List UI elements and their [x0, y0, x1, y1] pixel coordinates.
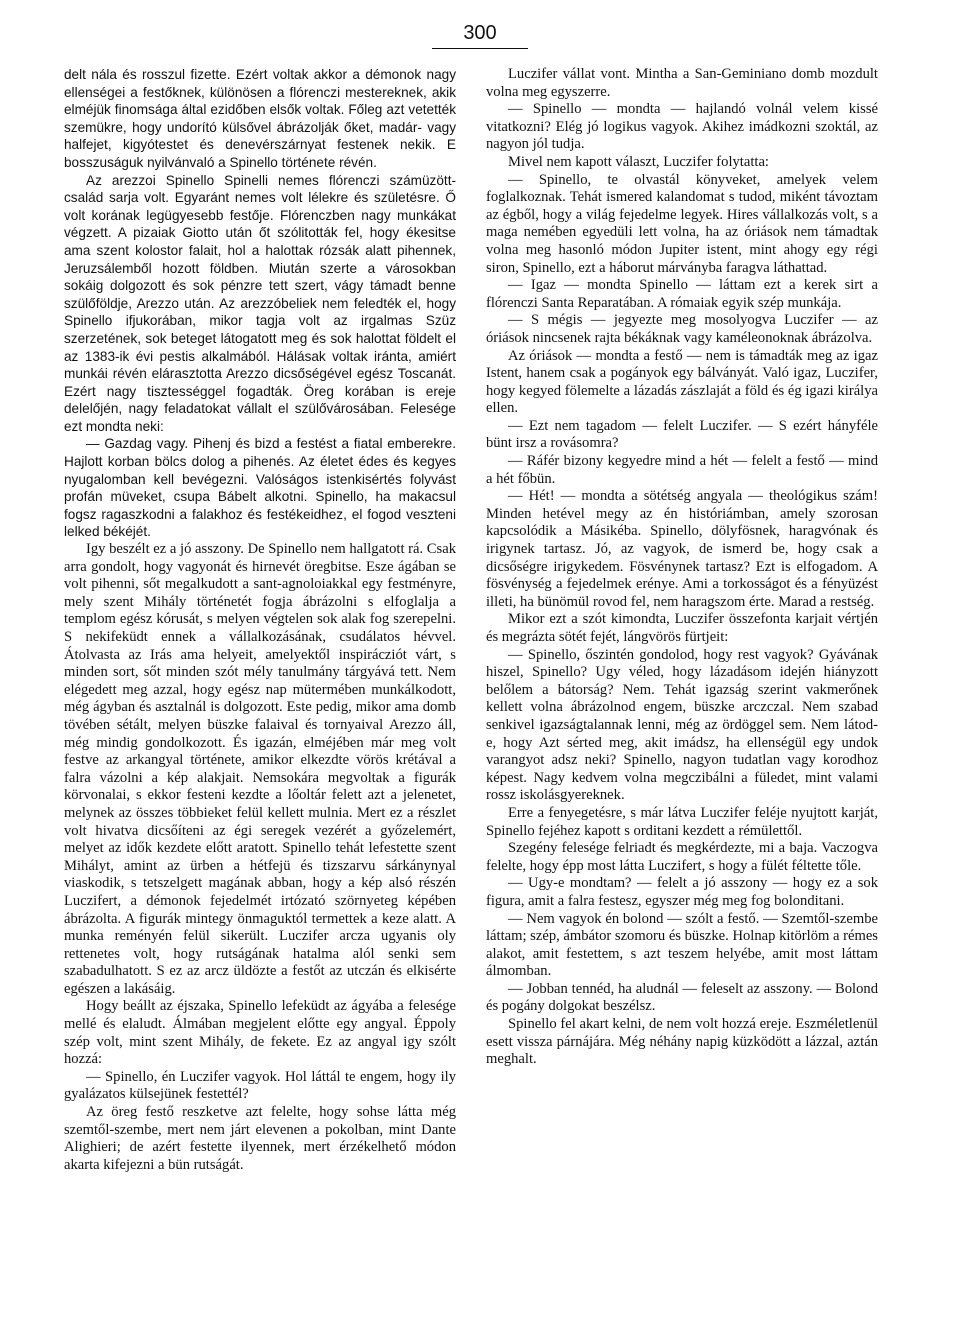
paragraph: Hogy beállt az éjszaka, Spinello lefeküdt az ágyába a felesége mellé és elaludt. Álmában megjelent előtte egy angyal. Éppoly szép volt, mint szent Mihály, de fekete. Ez az angyal igy szólt hozzá: [64, 998, 456, 1068]
paragraph: Luczifer vállat vont. Mintha a San-Geminiano domb mozdult volna meg egyszerre. [486, 66, 878, 100]
paragraph: Az óriások — mondta a festő — nem is támadták meg az igaz Istent, hanem csak a pogányok egy bálványát. Való igaz, Luczifer, hogy kegyed fölemelte a lázadás zászlaját a föld és ég igazi királya ellen. [486, 347, 878, 417]
paragraph: — Ugy-e mondtam? — felelt a jó asszony — hogy ez a sok figura, amit a falra festesz, egyszer még meg fog bolonditani. [486, 875, 878, 909]
paragraph: delt nála és rosszul fizette. Ezért voltak akkor a démonok nagy ellenségei a festőknek, különösen a flórenczi mestereknek, akik elméjük finomsága által ezidőben elsők voltak. Főleg azt vetették szemükre, hogy undorító külsővel ábrázolják őket, madár- vagy halfejet, kigyótestet és denevérszárnyat festenek nekik. E bosszuságuk nyilvánvaló a Spinello története révén. [64, 67, 456, 170]
paragraph: — Igaz — mondta Spinello — láttam ezt a kerek sirt a flórenczi Santa Reparatában. A rómaiak egyik szép munkája. [486, 277, 878, 311]
header-rule [432, 48, 528, 49]
paragraph: — Spinello — mondta — hajlandó volnál velem kissé vitatkozni? Elég jó logikus vagyok. Akihez imádkozni szoktál, az nagyon jól tudja. [486, 101, 878, 153]
paragraph: Erre a fenyegetésre, s már látva Luczifer feléje nyujtott karját, Spinello fejéhez kapott s orditani kezdett a rémülettől. [486, 804, 878, 839]
paragraph: — Ezt nem tagadom — felelt Luczifer. — S ezért hányféle bünt irsz a rovásomra? [486, 417, 878, 452]
paragraph: Az arezzoi Spinello Spinelli nemes flórenczi számüzött-család sarja volt. Egyaránt nemes volt lélekre és születésre. Ő volt korának legügyesebb festője. Flórenczben nagy munkákat végzett. A pizaiak Giotto után őt szólitották fel, hogy ékesitse ama szent kolostor falait, hol a halottak rózsák alatt pihennek, Jeruzsálemből hozott földben. Miután szerte a városokban sokáig dolgozott és sok pénzre tett szert, vágy támadt benne szülőföldje, Arezzo után. Az arezzóbeliek nem feledték el, hogy Spinello ifjukorában, mikor tagja volt az irgalmas Szüz szerzetének, sok beteget látogatott meg és sok halottat földelt el az 1383-ik évi pestis alkalmából. Hálásak voltak iránta, amiért munkái révén elárasztotta Arezzo dicsőségével egész Toscanát. Ezért nagy tisztességgel fogadták. Öreg korában is ereje delelőjén, nagy feladatokat vállalt el szülővárosában. Felesége ezt mondta neki: [64, 172, 456, 434]
paragraph: Mikor ezt a szót kimondta, Luczifer összefonta karjait vértjén és megrázta sötét fejét, lángvörös fürtjeit: [486, 611, 878, 645]
paragraph: — Hét! — mondta a sötétség angyala — theológikus szám! Minden hetével megy az én históriámban, amely szorosan kapcsolódik a Másikéba. Spinello, dölyfösnek, haragvónak és irigynek tartasz. Jó, az vagyok, de ismerd be, hogy csak a dicsőségre irigykedem. Fösvénynek tartasz? Ezt is elfogadom. A fösvénység a fejedelmek erénye. Ami a torkosságot és a fényüzést illeti, ha bünömül rovod fel, nem haragszom érte. Marad a restség. [486, 488, 878, 610]
paragraph: — Ráfér bizony kegyedre mind a hét — felelt a festő — mind a hét főbün. [486, 453, 878, 487]
paragraph: Spinello fel akart kelni, de nem volt hozzá ereje. Eszméletlenül esett vissza párnájára. Még néhány napig küzködött a lázzal, aztán meghalt. [486, 1016, 878, 1068]
paragraph: — Gazdag vagy. Pihenj és bizd a festést a fiatal emberekre. Hajlott korban bölcs dolog a pihenés. Az életet édes és kegyes nyugalomban kell bevégezni. Valóságos istenkisértés folyvást profán müveket, csupa Bábelt alkotni. Spinello, ha makacsul fogsz ragaszkodni a falakhoz és festékeidhez, el fogod veszteni lelked békéjét. [64, 436, 456, 540]
paragraph: — Spinello, őszintén gondolod, hogy rest vagyok? Gyávának hiszel, Spinello? Ugy véled, hogy lázadásom idején hiányzott belőlem a bátorság? Nem. Tehát igazság szerint vakmerőnek kellett volna ábrázolnod engem, büszke arczczal. Nem szabad senkivel igazságtalannak lenni, még az ördöggel sem. Nem látod-e, hogy Azt sérted meg, akit imádsz, ha ellenségül egy undok varangyot adsz neki? Spinello, nagyon tudatlan vagy korodhoz képest. Nagy kedvem volna megczibálni a füledet, mint valami rossz iskolásgyereknek. [486, 646, 878, 804]
paragraph: — Jobban tennéd, ha aludnál — feleselt az asszony. — Bolond és pogány dolgokat beszélsz. [486, 980, 878, 1015]
paragraph: — Spinello, te olvastál könyveket, amelyek velem foglalkoznak. Tehát ismered kalandomat s tudod, miként távoztam az égből, hogy a világ fejedelme legyek. Hires vállalkozás volt, s a maga nemében egyedüli lett volna, ha az óriások nem támadtak volna meg hasonló módon Jupiter istent, mint ahogy egy régi siron, Spinello, ezt a háborut márványba faragva láthattad. [486, 171, 878, 276]
left-column [64, 66, 456, 1174]
paragraph: Szegény felesége felriadt és megkérdezte, mi a baja. Vaczogva felelte, hogy épp most látta Luczifert, s hogy a fülét féltette tőle. [486, 840, 878, 874]
paragraph: Mivel nem kapott választ, Luczifer folytatta: [508, 153, 769, 170]
paragraph: Az öreg festő reszketve azt felelte, hogy sohse látta még szemtől-szembe, mert nem járt elevenen a pokolban, mint Dante Alighieri; de azért festette ilyennek, mert érzékelhető módon akarta kifejezni a bün rutságát. [64, 1104, 456, 1173]
paragraph: — Spinello, én Luczifer vagyok. Hol láttál te engem, hogy ily gyalázatos külsejünek festettél? [64, 1068, 456, 1103]
page-number: 300 [463, 22, 497, 44]
paragraph: — S mégis — jegyezte meg mosolyogva Luczifer — az óriások nincsenek rajta békáknak vagy kaméleonoknak ábrázolva. [486, 312, 878, 346]
paragraph: — Nem vagyok én bolond — szólt a festő. — Szemtől-szembe láttam; szép, ámbátor szomoru és büszke. Holnap kitörlöm a rémes alakot, amit festettem, s azt teszem helyébe, amit most láttam álmomban. [486, 910, 878, 980]
paragraph: Igy beszélt ez a jó asszony. De Spinello nem hallgatott rá. Csak arra gondolt, hogy vagyonát és hirnevét öregbitse. Esze ágában se volt pihenni, sőt megalkudott a sant-agnoloiakkal egy festményre, mely szent Mihály történetét fogja ábrázolni s elfoglalja a templom egész kórusát, s melyen végtelen sok alak fog szerepelni. S nekifeküdt ennek a vállalkozásának, csudálatos hévvel. Átolvasta az Irás ama helyeit, amelyektől inspirácziót várt, s minden sort, sőt minden szót mély tanulmány tárgyává tett. Nem elégedett meg azzal, hogy egész nap mütermében munkálkodott, még ágyban és asztalnál is dolgozott. Este pedig, mikor ama domb tövében sétált, melyen büszke falaival és tornyaival Arezzo áll, még mindig gondolkozott. És igazán, elméjében már meg volt festve az arkangyal története, amikor elkezdte vörös krétával a falra vázolni a kép alakjait. Nemsokára megvoltak a figurák körvonalai, s ekkor festeni kezdte a lőoltár felett azt a jelenetet, melynek az összes többieket felül kellett mulnia. Mert ez a részlet volt hivatva dicsőíteni az égi seregek vezérét a győzelemért, melyet az idők kezdete előtt aratott. Spinello tehát lefestette szent Mihályt, amint az ürben a hétfejü és tizszarvu sárkánynyal viaskodik, s tetszelgett magának abban, hogy a kép alsó részén Luczifert, a démonok fejedelmét irtózató szörnyeteg képében ábrázolta. A figurák mintegy önmaguktól termettek a keze alatt. A munka reményén felül sikerült. Luczifer arcza ugyanis oly rettenetes volt, hogy rutságának hatalma alól senki sem szabadulhatott. S ez az arcz üldözte a festőt az utczán és elkisérte egészen a lakásáig. [64, 541, 456, 997]
right-column [486, 66, 878, 1069]
